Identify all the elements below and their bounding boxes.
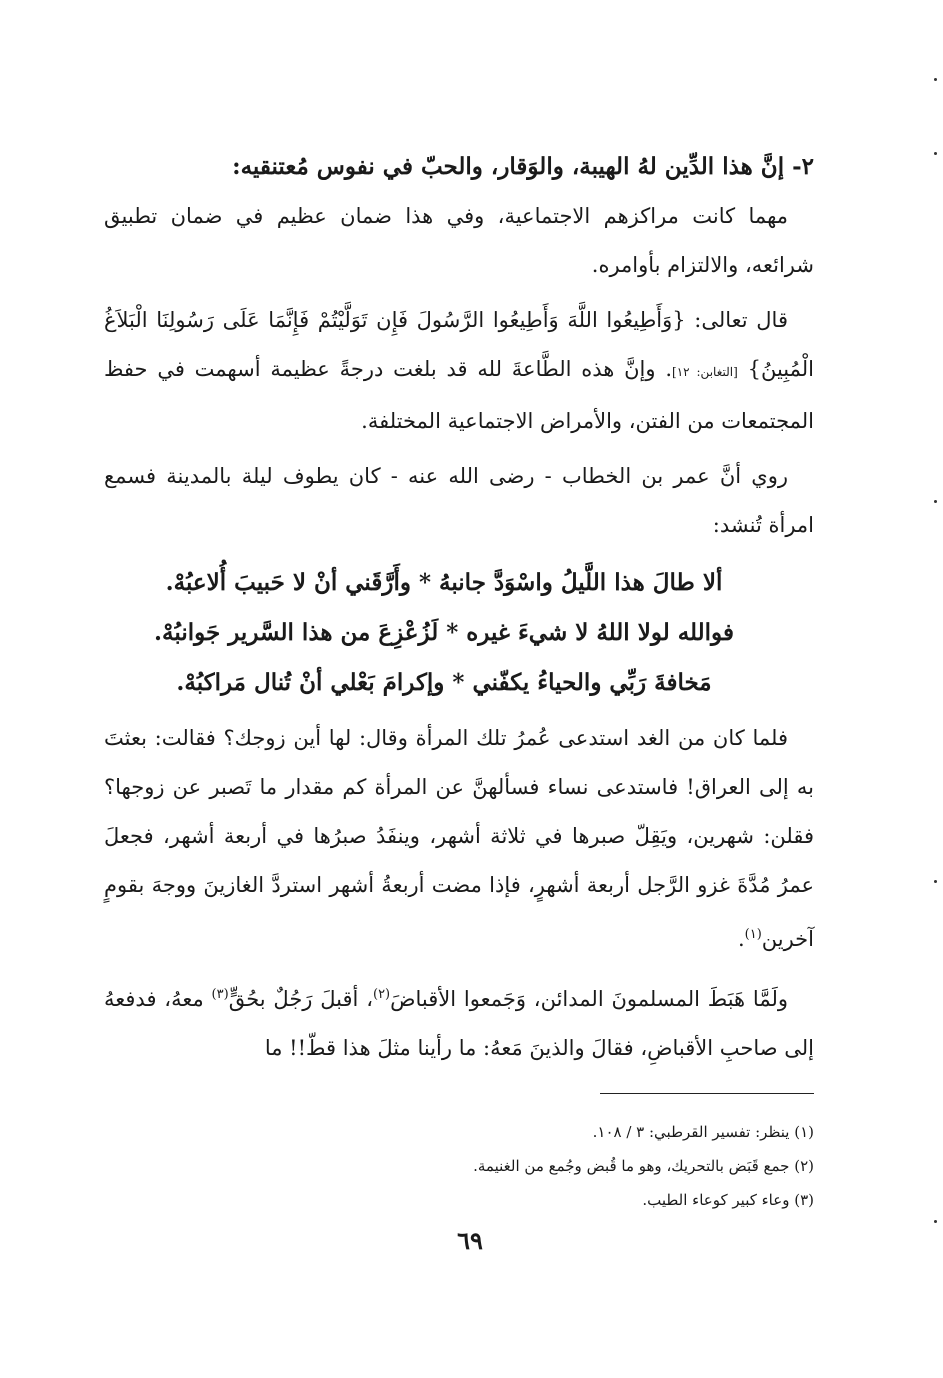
footnote-marker[interactable]: (٣) [211,987,229,1002]
footnotes [104,1115,814,1217]
poem-verse: فوالله لولا اللهُ لا شيءَ غيره * لَزُعْزِعَ من هذا السَّرير جَوانبُهْ. [154,619,734,646]
scan-mark [934,78,937,81]
scan-mark [934,1220,937,1223]
main-text [104,142,814,1079]
footnote-divider [600,1093,814,1094]
paragraph-text: . وإنَّ هذه الطَّاعةَ لله قد بلغت درجةً عظيمة أسهمت في حفظ المجتمعات من الفتن، والأمراض الاجتماعية المختلفة. [104,357,814,433]
paragraph [104,296,814,446]
footnote-marker[interactable]: (١) [744,927,762,942]
footnote: (١) ينظر: تفسير القرطبي: ٣ / ١٠٨. [592,1123,814,1141]
scan-mark [934,152,937,155]
section-heading: ٢- إنَّ هذا الدِّين لهُ الهيبة، والوَقار، والحبّ في نفوس مُعتنقيه: [232,153,814,180]
scan-mark [934,880,937,883]
quran-quote: قال تعالى: {وَأَطِيعُوا اللَّهَ وَأَطِيعُوا الرَّسُولَ فَإِن تَوَلَّيْتُمْ فَإِنَّمَا عَلَى رَسُولِنَا الْبَلاَغُ الْمُبِينُ} [104,308,814,381]
poem [104,558,814,708]
paragraph [104,714,814,964]
footnote: (٣) وعاء كبير كوعاء الطيب. [642,1191,814,1209]
poem-verse: ألا طالَ هذا اللَّيلُ واسْوَدَّ جانبهُ * وأَرَّقَني أنْ لا حَبيبَ أُلاعبُهْ. [165,569,723,596]
paragraph: مهما كانت مراكزهم الاجتماعية، وفي هذا ضمان عظيم في ضمان تطبيق شرائعه، والالتزام بأوامره. [104,204,814,277]
paragraph [104,970,814,1073]
paragraph-text: معهُ، فدفعهُ إلى صاحبِ الأقباضِ، فقالَ والذينَ مَعهُ: ما رأينا مثلَ هذا قطّ!! ما [104,987,814,1060]
page-number: ٦٩ [457,1226,483,1255]
paragraph-text: . [737,927,745,951]
paragraph-text: ولَمَّا هَبَطَ المسلمونَ المدائن، وَجَمعوا الأقباضَ [390,987,788,1011]
poem-verse: مَخافةَ رَبِّي والحياءُ يكفّني * وإكرامَ بَعْلي أنْ تُنال مَراكبُهْ. [176,669,712,696]
paragraph-text: ، أقبلَ رَجُلٌ بحُقٍّ [228,987,373,1011]
footnote: (٢) جمع قَبَض بالتحريك، وهو ما قُبض وجُمع من الغنيمة. [473,1157,814,1175]
paragraph-text: فلما كان من الغد استدعى عُمرُ تلك المرأة وقال: لها أين زوجك؟ فقالت: بعثتَ به إلى العراق! فاستدعى نساء فسألهنَّ عن المرأة كم مقدار ما تَصبر عن زوجها؟ فقلن: شهرين، ويَقِلّ صبرها في ثلاثة أشهر، وينفَدُ صبرُها في أربعة أشهر، فجعلَ عمرُ مُدَّةَ غزو الرَّجل أربعة أشهرٍ، فإذا مضت أربعةُ أشهر استردَّ الغازينَ ووجهَ بقومٍ آخرين [104,726,814,951]
scan-mark [934,500,937,503]
paragraph: روي أنَّ عمر بن الخطاب - رضى الله عنه - كان يطوف ليلة بالمدينة فسمع امرأة تُنشد: [104,464,814,537]
verse-reference: [التغابن: ١٢] [672,365,738,379]
footnote-marker[interactable]: (٢) [372,987,391,1002]
